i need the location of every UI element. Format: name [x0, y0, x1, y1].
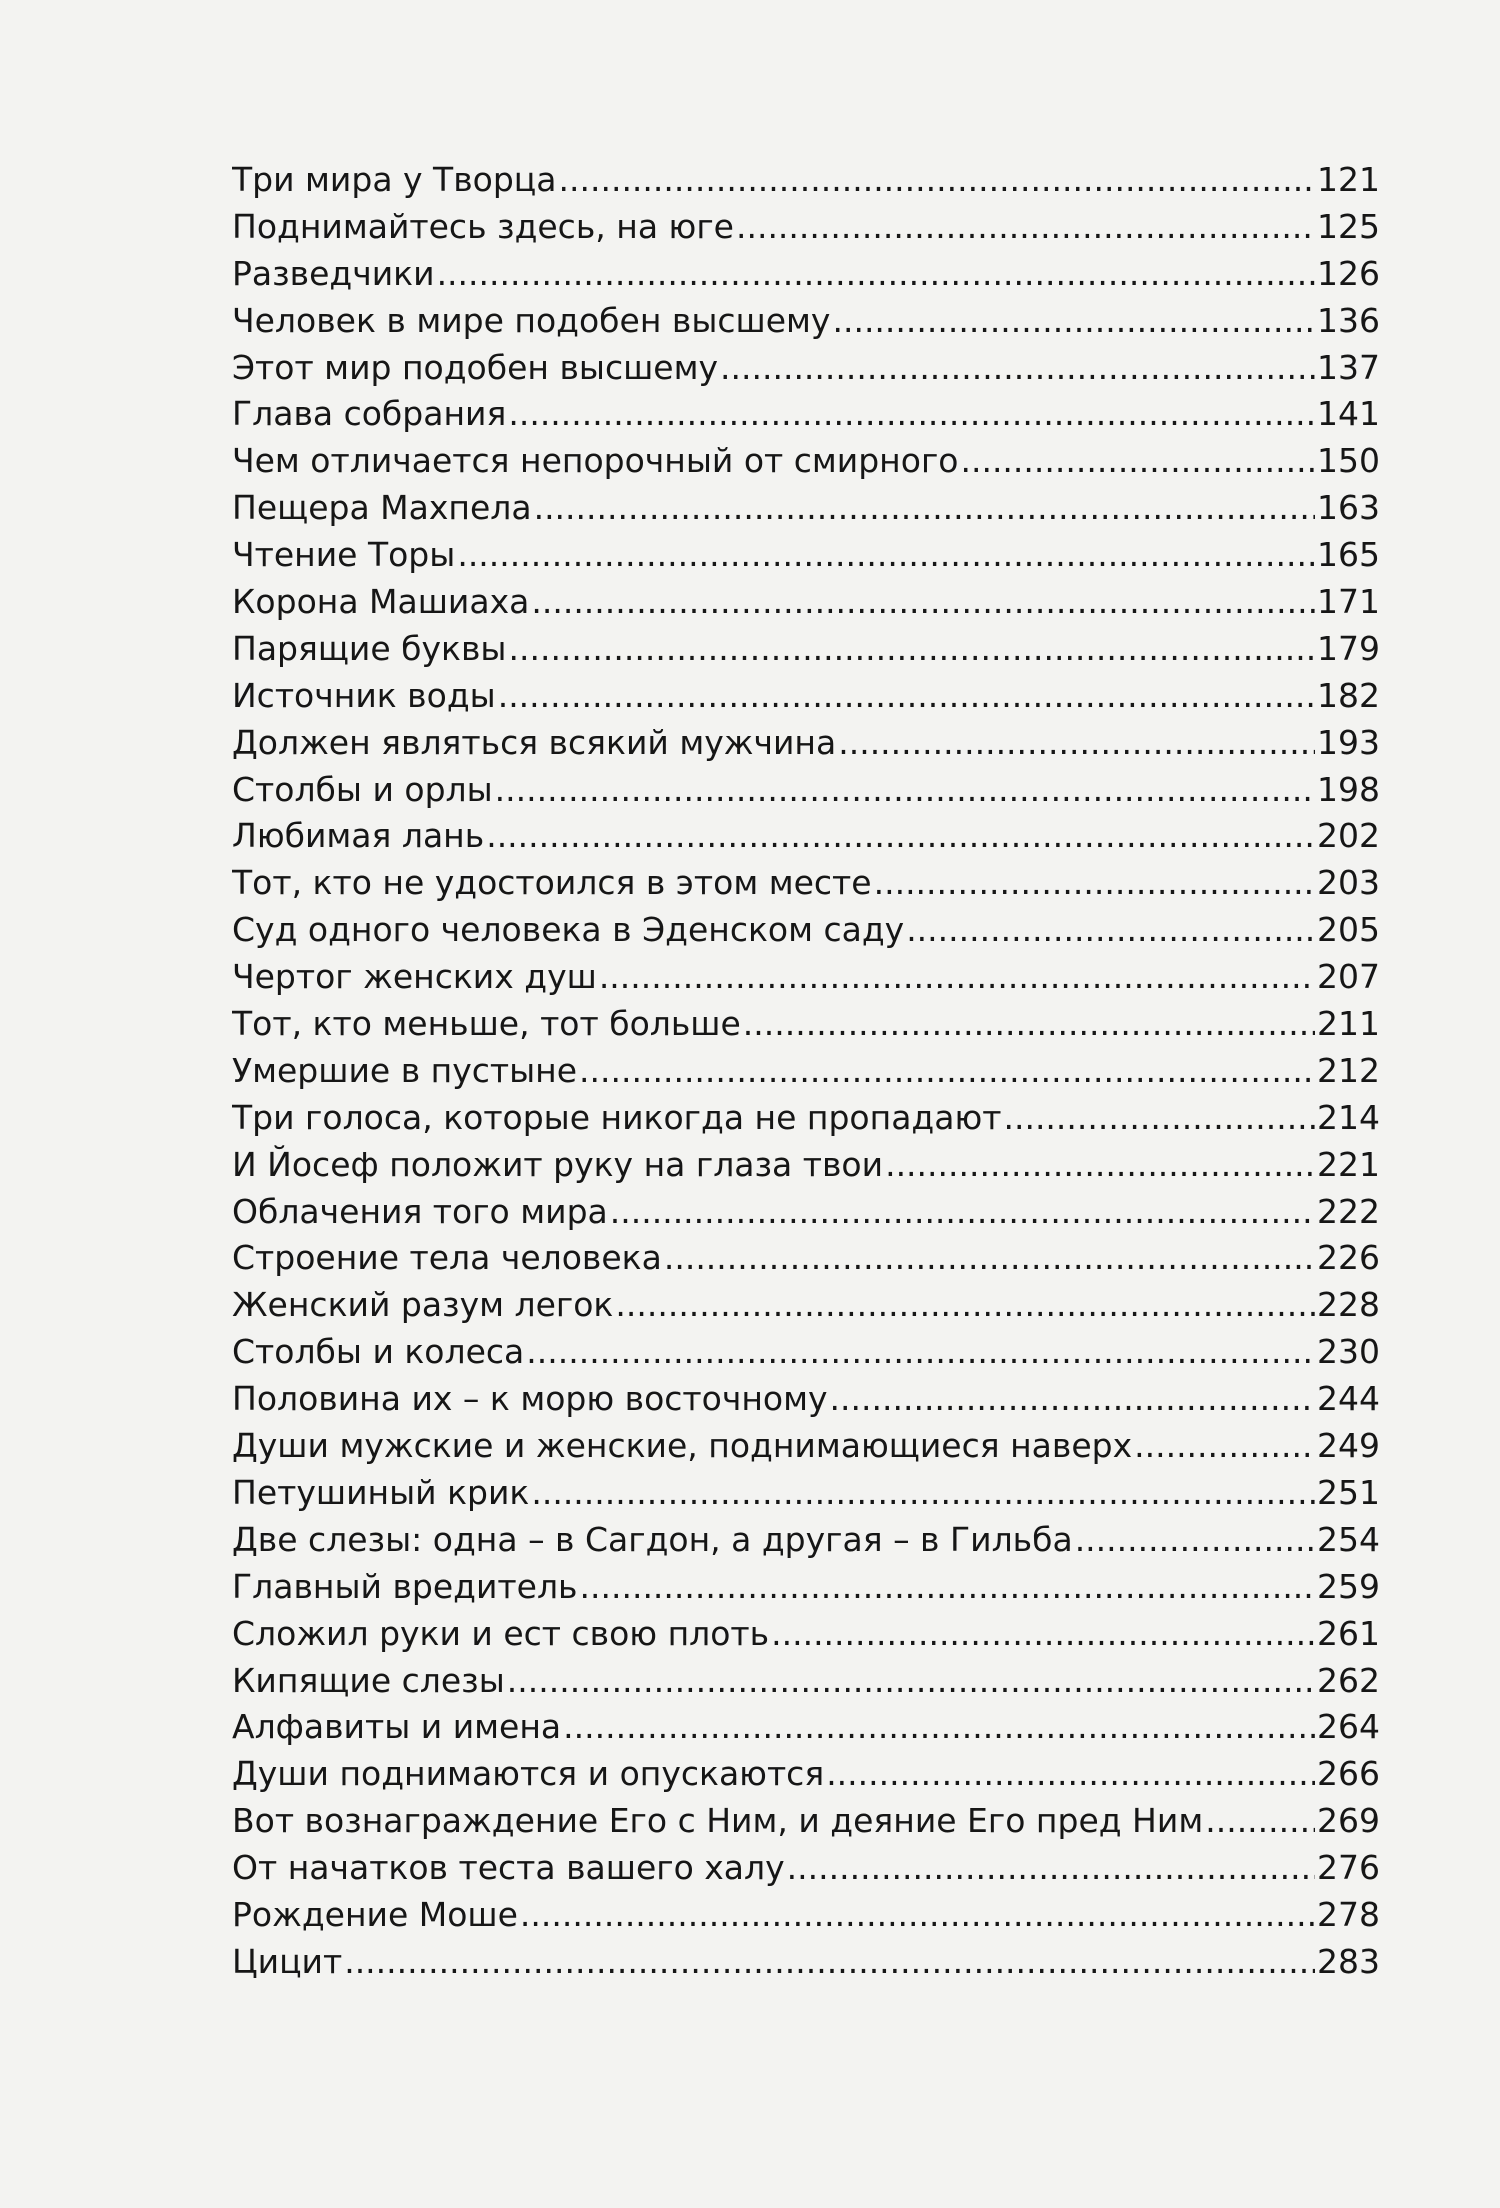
- toc-leader-dots: [906, 910, 1315, 949]
- toc-entry-title: Чертог женских душ: [232, 957, 597, 997]
- toc-entry-title: Столбы и колеса: [232, 1332, 525, 1372]
- toc-entry-title: Сложил руки и ест свою плоть: [232, 1613, 770, 1653]
- toc-entry: [232, 582, 1380, 629]
- toc-entry-page: 136: [1317, 300, 1380, 340]
- toc-entry: [232, 207, 1380, 254]
- toc-leader-dots: [1205, 1801, 1315, 1840]
- toc-entry-page: 254: [1317, 1519, 1380, 1559]
- toc-entry-title: Главный вредитель: [232, 1566, 578, 1606]
- toc-entry: [232, 1520, 1380, 1567]
- toc-entry-title: Строение тела человека: [232, 1238, 662, 1278]
- toc-entry: [232, 301, 1380, 348]
- toc-entry-page: 198: [1317, 769, 1380, 809]
- toc-entry: [232, 1004, 1380, 1051]
- toc-entry-title: Глава собрания: [232, 394, 507, 434]
- toc-entry: [232, 1238, 1380, 1285]
- toc-entry-page: 202: [1317, 816, 1380, 856]
- toc-entry: [232, 723, 1380, 770]
- toc-entry: [232, 488, 1380, 535]
- toc-entry-title: Петушиный крик: [232, 1472, 530, 1512]
- toc-leader-dots: [520, 1895, 1315, 1934]
- toc-entry-title: Этот мир подобен высшему: [232, 347, 719, 387]
- toc-entry-title: Души мужские и женские, поднимающиеся наверх: [232, 1426, 1133, 1466]
- toc-entry-page: 278: [1317, 1894, 1380, 1934]
- toc-leader-dots: [720, 348, 1315, 387]
- toc-entry-title: Поднимайтесь здесь, на юге: [232, 206, 734, 246]
- toc-leader-dots: [495, 770, 1315, 809]
- toc-leader-dots: [885, 1145, 1315, 1184]
- toc-entry-title: Чем отличается непорочный от смирного: [232, 441, 959, 481]
- toc-entry-page: 141: [1317, 394, 1380, 434]
- toc-entry-page: 264: [1317, 1707, 1380, 1747]
- toc-leader-dots: [874, 863, 1315, 902]
- toc-entry-page: 171: [1317, 582, 1380, 622]
- toc-leader-dots: [559, 160, 1316, 199]
- toc-entry-title: Разведчики: [232, 253, 435, 293]
- toc-entry: [232, 535, 1380, 582]
- toc-entry: [232, 910, 1380, 957]
- toc-leader-dots: [531, 1473, 1315, 1512]
- toc-entry-page: 244: [1317, 1379, 1380, 1419]
- toc-entry-title: Любимая лань: [232, 816, 485, 856]
- toc-entry: [232, 863, 1380, 910]
- toc-leader-dots: [838, 723, 1315, 762]
- toc-entry-title: Облачения того мира: [232, 1191, 608, 1231]
- toc-entry: [232, 1051, 1380, 1098]
- toc-leader-dots: [960, 441, 1315, 480]
- toc-entry-page: 214: [1317, 1097, 1380, 1137]
- toc-entry-page: 226: [1317, 1238, 1380, 1278]
- toc-entry: [232, 1707, 1380, 1754]
- toc-entry: [232, 629, 1380, 676]
- toc-leader-dots: [736, 207, 1315, 246]
- toc-entry: [232, 1192, 1380, 1239]
- toc-entry-title: Тот, кто меньше, тот больше: [232, 1004, 741, 1044]
- toc-entry: [232, 816, 1380, 863]
- toc-entry: [232, 348, 1380, 395]
- toc-leader-dots: [437, 254, 1315, 293]
- toc-leader-dots: [457, 535, 1315, 574]
- toc-entry-page: 205: [1317, 910, 1380, 950]
- toc-entry: [232, 1942, 1380, 1989]
- toc-entry-page: 283: [1317, 1941, 1380, 1981]
- toc-leader-dots: [486, 816, 1315, 855]
- toc-entry-page: 228: [1317, 1285, 1380, 1325]
- toc-leader-dots: [610, 1192, 1315, 1231]
- toc-leader-dots: [1075, 1520, 1315, 1559]
- toc-entry-title: Души поднимаются и опускаются: [232, 1754, 825, 1794]
- toc-entry: [232, 957, 1380, 1004]
- toc-entry-title: Должен являться всякий мужчина: [232, 722, 837, 762]
- toc-entry-page: 193: [1317, 722, 1380, 762]
- toc-leader-dots: [579, 1051, 1315, 1090]
- toc-entry-title: Три мира у Творца: [232, 160, 557, 199]
- toc-entry-page: 211: [1317, 1004, 1380, 1044]
- toc-entry-page: 262: [1317, 1660, 1380, 1700]
- toc-leader-dots: [498, 676, 1315, 715]
- toc-entry-page: 121: [1317, 160, 1380, 199]
- toc-entry-page: 165: [1317, 535, 1380, 575]
- toc-leader-dots: [787, 1848, 1315, 1887]
- toc-entry-title: Алфавиты и имена: [232, 1707, 562, 1747]
- toc-entry: [232, 1098, 1380, 1145]
- toc-leader-dots: [526, 1332, 1315, 1371]
- toc-leader-dots: [508, 629, 1315, 668]
- toc-leader-dots: [664, 1238, 1315, 1277]
- toc-entry-title: Две слезы: одна – в Сагдон, а другая – в Гильба: [232, 1519, 1073, 1559]
- toc-entry-title: Человек в мире подобен высшему: [232, 300, 831, 340]
- toc-entry-page: 249: [1317, 1426, 1380, 1466]
- toc-entry: [232, 1895, 1380, 1942]
- toc-entry: [232, 1379, 1380, 1426]
- toc-entry-title: Цицит: [232, 1941, 343, 1981]
- toc-entry-title: Женский разум легок: [232, 1285, 614, 1325]
- toc-entry-title: Чтение Торы: [232, 535, 456, 575]
- toc-entry: [232, 394, 1380, 441]
- toc-entry-page: 137: [1317, 347, 1380, 387]
- toc-entry-page: 251: [1317, 1472, 1380, 1512]
- toc-entry-page: 222: [1317, 1191, 1380, 1231]
- toc-entry: [232, 160, 1380, 207]
- toc-entry: [232, 1801, 1380, 1848]
- toc-entry: [232, 254, 1380, 301]
- toc-entry-title: Кипящие слезы: [232, 1660, 505, 1700]
- toc-leader-dots: [826, 1754, 1315, 1793]
- toc-leader-dots: [344, 1942, 1315, 1981]
- toc-entry-title: Тот, кто не удостоился в этом месте: [232, 863, 872, 903]
- toc-entry-title: Корона Машиаха: [232, 582, 530, 622]
- toc-entry-page: 163: [1317, 488, 1380, 528]
- toc-leader-dots: [832, 301, 1315, 340]
- toc-entry: [232, 441, 1380, 488]
- toc-entry-title: Половина их – к морю восточному: [232, 1379, 828, 1419]
- toc-leader-dots: [771, 1614, 1315, 1653]
- toc-entry-page: 150: [1317, 441, 1380, 481]
- toc-entry-title: От начатков теста вашего халу: [232, 1848, 785, 1888]
- toc-entry-page: 276: [1317, 1848, 1380, 1888]
- toc-entry: [232, 1754, 1380, 1801]
- toc-entry-page: 203: [1317, 863, 1380, 903]
- toc-entry-title: Рождение Моше: [232, 1894, 518, 1934]
- toc-entry: [232, 1285, 1380, 1332]
- toc-entry-title: Вот вознаграждение Его с Ним, и деяние Его пред Ним: [232, 1801, 1204, 1841]
- toc-entry-title: Три голоса, которые никогда не пропадают: [232, 1097, 1002, 1137]
- table-of-contents: [232, 160, 1380, 1989]
- toc-entry-title: Источник воды: [232, 675, 496, 715]
- toc-leader-dots: [531, 582, 1315, 621]
- toc-leader-dots: [580, 1567, 1316, 1606]
- toc-entry: [232, 676, 1380, 723]
- toc-entry-page: 230: [1317, 1332, 1380, 1372]
- toc-entry-page: 126: [1317, 253, 1380, 293]
- toc-entry-page: 125: [1317, 206, 1380, 246]
- toc-leader-dots: [599, 957, 1315, 996]
- toc-leader-dots: [830, 1379, 1315, 1418]
- toc-entry-page: 221: [1317, 1144, 1380, 1184]
- toc-leader-dots: [507, 1661, 1315, 1700]
- toc-entry-page: 259: [1317, 1566, 1380, 1606]
- toc-entry-page: 269: [1317, 1801, 1380, 1841]
- toc-entry-page: 207: [1317, 957, 1380, 997]
- toc-entry: [232, 1848, 1380, 1895]
- toc-leader-dots: [563, 1707, 1315, 1746]
- toc-entry-page: 179: [1317, 628, 1380, 668]
- toc-entry-title: Парящие буквы: [232, 628, 507, 668]
- toc-leader-dots: [1003, 1098, 1315, 1137]
- toc-entry-page: 212: [1317, 1050, 1380, 1090]
- toc-entry: [232, 1661, 1380, 1708]
- toc-entry-page: 266: [1317, 1754, 1380, 1794]
- toc-entry: [232, 770, 1380, 817]
- toc-entry-title: И Йосеф положит руку на глаза твои: [232, 1144, 884, 1184]
- toc-entry-title: Умершие в пустыне: [232, 1050, 578, 1090]
- toc-entry-title: Суд одного человека в Эденском саду: [232, 910, 905, 950]
- toc-entry-page: 182: [1317, 675, 1380, 715]
- toc-entry: [232, 1614, 1380, 1661]
- toc-leader-dots: [615, 1285, 1315, 1324]
- toc-entry-page: 261: [1317, 1613, 1380, 1653]
- toc-leader-dots: [1134, 1426, 1315, 1465]
- toc-entry-title: Пещера Махпела: [232, 488, 532, 528]
- toc-entry-title: Столбы и орлы: [232, 769, 493, 809]
- toc-entry: [232, 1145, 1380, 1192]
- toc-leader-dots: [534, 488, 1315, 527]
- toc-leader-dots: [743, 1004, 1315, 1043]
- toc-entry: [232, 1567, 1380, 1614]
- toc-entry: [232, 1473, 1380, 1520]
- toc-leader-dots: [508, 394, 1315, 433]
- toc-entry: [232, 1426, 1380, 1473]
- toc-entry: [232, 1332, 1380, 1379]
